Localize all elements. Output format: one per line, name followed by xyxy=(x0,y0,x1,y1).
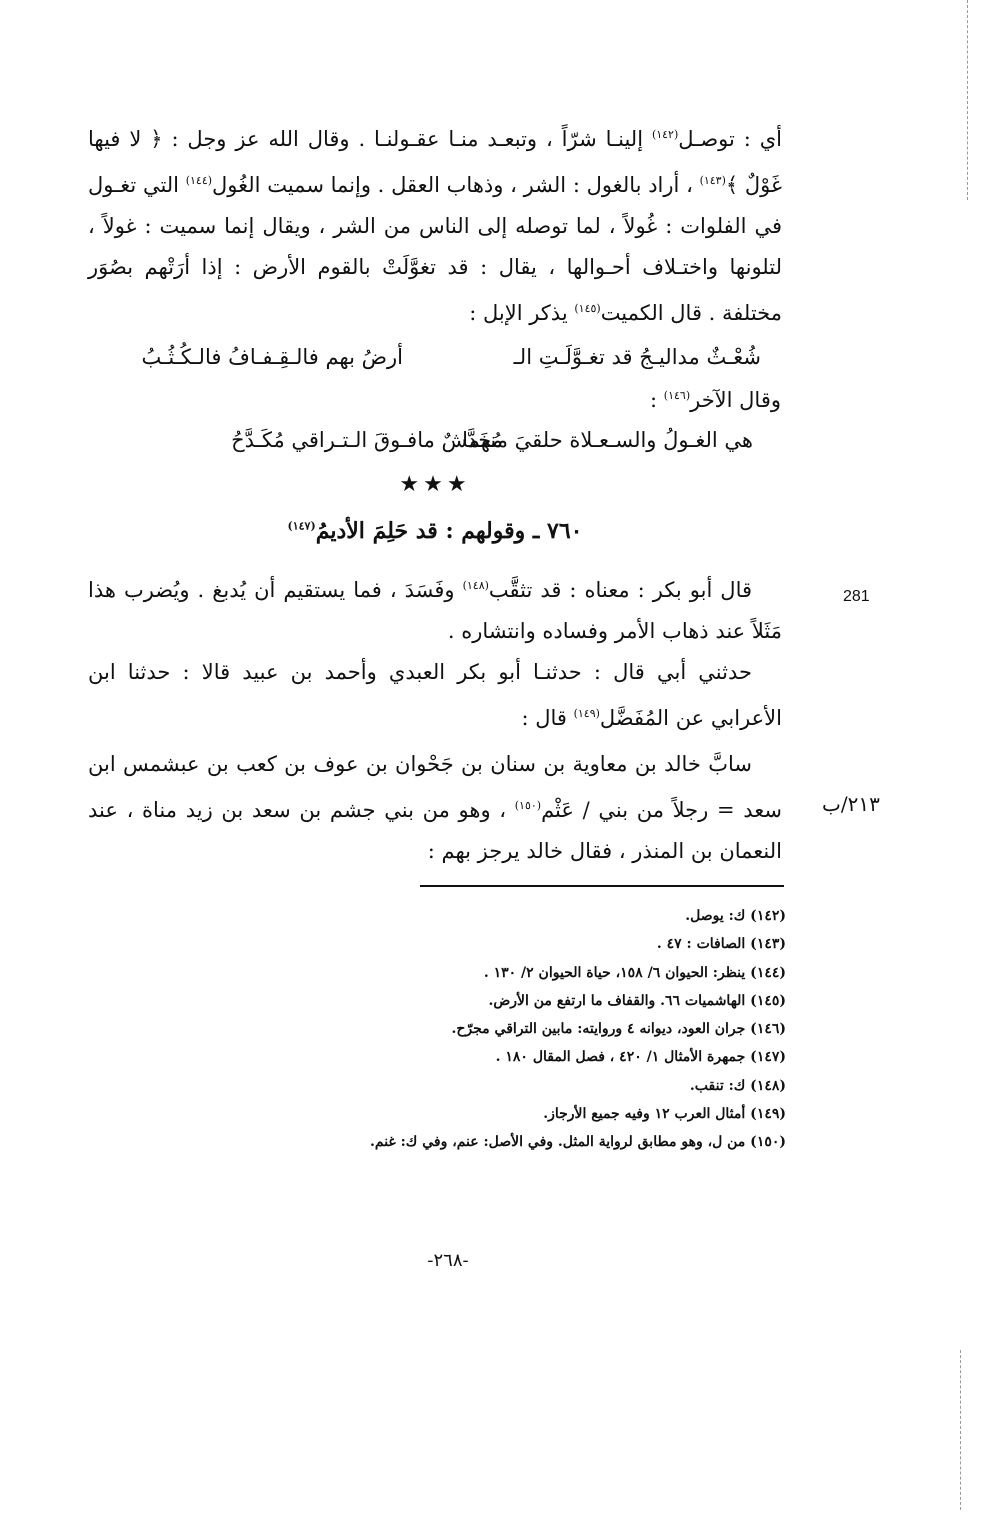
footnote: (١٤٩) أمثال العرب ١٢ وفيه جميع الأرجاز. xyxy=(543,1106,786,1123)
other-poet-intro: وقال الآخر$^{(١٤٦)}$ : xyxy=(650,388,781,412)
footnotes xyxy=(340,902,786,1157)
page-number: -٢٦٨- xyxy=(427,1250,469,1271)
abubakr-paragraph-block xyxy=(88,565,782,652)
footnote: (١٤٥) الهاشميات ٦٦. والقفاف ما ارتفع من الأرض. xyxy=(488,992,786,1009)
footnote-separator xyxy=(420,885,784,887)
verse2-first-hemistich: هي الغـولُ والسـعـلاة حلقيَ منهما xyxy=(462,428,753,452)
verse1-first-hemistich: شُعْـثٌ مداليـجُ قد تغـوَّلَـتِ الـ xyxy=(513,345,761,369)
story-paragraph: سابَّ خالد بن معاوية بن سنان بن جَحْوان بن عوف بن كعب بن عبشمس ابن سعد = رجلاً من بني / عَثْم$^{(١٥٠)}$ ، وهو من بني جشم بن سعد بن زيد مناة ، عند النعمان بن المنذر ، فقال خالد يرجز بهم : xyxy=(88,752,782,863)
margin-page-reference: 281 xyxy=(843,588,870,605)
folio-marker: ٢١٣/ب xyxy=(822,792,880,816)
footnote: (١٤٣) الصافات : ٤٧ . xyxy=(656,936,786,953)
isnad-paragraph: حدثني أبي قال : حدثنـا أبو بكر العبدي وأحمد بن عبيد قالا : حدثنا ابن الأعرابي عن المُفَضَّل$^{(١٤٩)}$ قال : xyxy=(88,660,782,730)
section-heading: ٧٦٠ ـ وقولهم : قد حَلِمَ الأديمُ$^{(١٤٧)}$ xyxy=(287,518,583,544)
story-paragraph-block xyxy=(88,744,782,872)
verse1-second-hemistich: أرضُ بهم فالـقِـفـافُ فالـكُـثُـبُ xyxy=(141,345,403,369)
page-edge-line-bottom xyxy=(960,1350,961,1510)
footnote: (١٤٧) جمهرة الأمثال ١/ ٤٢٠ ، فصل المقال ١٨٠ . xyxy=(495,1049,786,1066)
footnote: (١٤٨) ك: تنقب. xyxy=(689,1077,786,1094)
footnote: (١٤٦) جران العود، ديوانه ٤ وروايته: مابين التراقي مجرّح. xyxy=(451,1021,786,1038)
footnote: (١٥٠) من ل، وهو مطابق لرواية المثل. وفي الأصل: عنم، وفي ك: غنم. xyxy=(370,1134,786,1151)
verse2-second-hemistich: مُخَدَّشٌ مافـوقَ الـتـراقي مُكَـدَّحُ xyxy=(231,428,503,452)
intro-paragraph: أي : توصـل$^{(١٤٢)}$ إلينـا شرّاً ، وتبعـد منـا عقـولنـا . وقال الله عز وجل : ﴿ لا فيها غَوْلٌ ﴾$^{(١٤٣)}$ ، أراد بالغول : الشر ، وذهاب العقل . وإنما سميت الغُول$^{(١٤٤)}$ التي تغـول في الفلوات : غُولاً ، لما توصله إلى الناس من الشر ، ويقال إنما سميت : غولاً ، لتلونها واختـلاف أحـوالها ، يقال : قد تغوَّلَتْ بالقوم الأرض : إذا أرَتْهم بصُوَر مختلفة . قال الكميت$^{(١٤٥)}$ يذكر الإبل : xyxy=(88,127,783,325)
abubakr-paragraph: قال أبو بكر : معناه : قد تثقَّب$^{(١٤٨)}$ وفَسَدَ ، فما يستقيم أن يُدبغ . ويُضرب هذا مَثَلاً عند ذهاب الأمر وفساده وانتشاره . xyxy=(88,578,782,643)
intro-paragraph-block xyxy=(88,114,782,334)
section-separator: ★★★ xyxy=(399,472,471,497)
footnote: (١٤٢) ك: يوصل. xyxy=(685,908,786,924)
isnad-paragraph-block xyxy=(88,652,782,739)
page-edge-line xyxy=(967,0,968,200)
footnote: (١٤٤) ينظر: الحيوان ٦/ ١٥٨، حياة الحيوان ٢/ ١٣٠ . xyxy=(483,964,786,981)
